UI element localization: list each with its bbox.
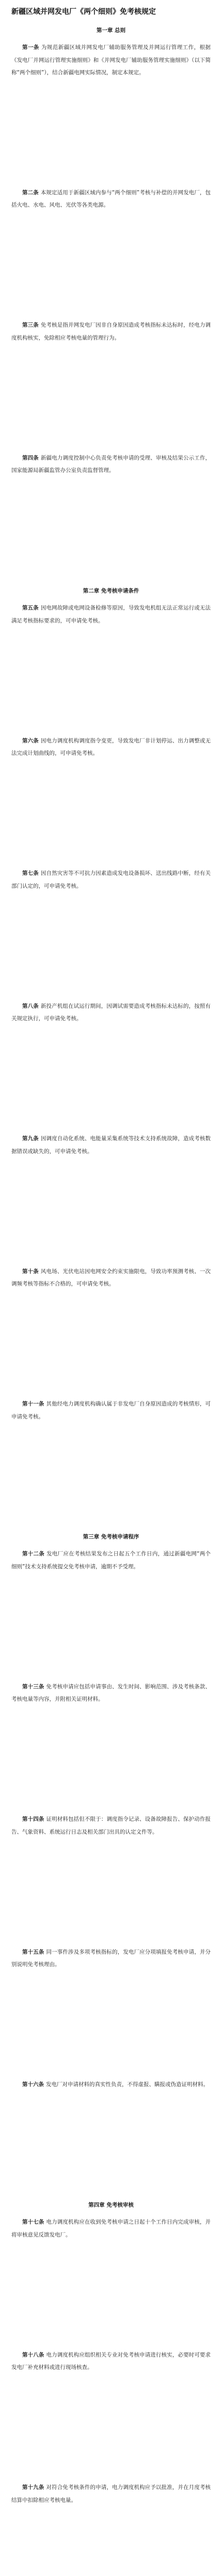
chapter-heading: 第三章 免考核申请程序: [83, 1534, 139, 1540]
article-label: 第四条: [22, 454, 39, 461]
article-paragraph: [11, 1398, 211, 1423]
article-text: 为规范新疆区域并网发电厂辅助服务管理及并网运行管理工作，根据《发电厂并网运行管理实施细则》和《并网发电厂辅助服务管理实施细则》（以下简称“两个细则”），结合新疆电网实际情况，制定本规定。: [11, 44, 211, 76]
article-label: 第十九条: [22, 2484, 44, 2491]
article-paragraph: [11, 452, 211, 477]
article-label: 第六条: [22, 737, 39, 744]
article-label: 第十六条: [22, 2081, 44, 2088]
article-paragraph: [11, 1132, 211, 1158]
article-paragraph: [11, 735, 211, 760]
document-title: 新疆区域并网发电厂《两个细则》免考核规定: [11, 8, 156, 16]
article-text: 免考核申请应包括申请事由、发生时间、影响范围、涉及考核条款、考核电量等内容，并附相关证明材料。: [11, 1683, 211, 1703]
article-paragraph: [11, 2349, 211, 2374]
article-paragraph: [11, 319, 211, 344]
article-paragraph: [11, 2078, 211, 2091]
article-text: 风电场、光伏电站因电网安全约束实施限电，导致功率预测考核、一次调频考核等指标不合格的，可申请免考核。: [11, 1268, 211, 1287]
article-paragraph: [11, 867, 211, 892]
article-paragraph: [11, 1000, 211, 1025]
article-paragraph: [11, 2481, 211, 2506]
article-label: 第二条: [22, 189, 39, 196]
document-body: [11, 24, 211, 2576]
article-text: 因调度自动化系统、电能量采集系统等技术支持系统故障，造成考核数据错误或缺失的，可申请免考核。: [11, 1136, 211, 1155]
article-paragraph: [11, 1946, 211, 1971]
article-text: 新疆电力调度控制中心负责免考核申请的受理、审核及结果公示工作，国家能源局新疆监管办公室负责监督管理。: [11, 454, 211, 474]
article-text: 新投产机组在试运行期间，因调试需要造成考核指标未达标的，按照有关规定执行，可申请免考核。: [11, 1003, 211, 1022]
article-paragraph: [11, 1681, 211, 1706]
article-text: 发电厂应在考核结果发布之日起五个工作日内，通过新疆电网“两个细则”技术支持系统提交免考核申请，逾期不予受理。: [11, 1551, 211, 1570]
article-paragraph: [11, 187, 211, 212]
article-paragraph: [11, 602, 211, 627]
chapter-heading: 第一章 总则: [96, 27, 126, 33]
article-label: 第五条: [22, 605, 39, 612]
chapter-heading: 第二章 免考核申请条件: [83, 588, 139, 595]
article-text: 因电网故障或电网设备检修等原因，导致发电机组无法正常运行或无法满足考核指标要求的，可申请免考核。: [11, 605, 211, 624]
article-label: 第七条: [22, 870, 39, 877]
article-text: 因自然灾害等不可抗力因素造成发电设备损坏、送出线路中断，经有关部门认定的，可申请免考核。: [11, 870, 211, 889]
article-text: 免考核是指并网发电厂因非自身原因造成考核指标未达标时，经电力调度机构核实，免除相应考核电量的管理行为。: [11, 322, 211, 341]
article-label: 第三条: [22, 322, 39, 329]
article-paragraph: [11, 1548, 211, 1573]
article-paragraph: [11, 41, 211, 79]
article-paragraph: [11, 1265, 211, 1291]
article-text: 因电力调度机构调度指令变更，导致发电厂非计划停运、出力调整或无法完成计划曲线的，可申请免考核。: [11, 737, 211, 757]
article-label: 第十三条: [22, 1683, 44, 1690]
article-text: 电力调度机构应在收到免考核申请之日起十个工作日内完成审核，并将审核意见反馈发电厂。: [11, 2219, 211, 2238]
article-text: 对符合免考核条件的申请，电力调度机构应予以批准，并在月度考核结算中扣除相应考核电量。: [11, 2484, 211, 2503]
article-label: 第十五条: [22, 1948, 44, 1955]
article-label: 第九条: [22, 1136, 39, 1142]
article-label: 第八条: [22, 1003, 39, 1009]
article-text: 发电厂对申请材料的真实性负责，不得虚报、瞒报或伪造证明材料。: [46, 2081, 209, 2088]
article-text: 证明材料包括但不限于：调度指令记录、设备故障报告、保护动作报告、气象资料、系统运行日志及相关部门出具的认定文件等。: [11, 1816, 211, 1835]
article-text: 电力调度机构应组织相关专业对免考核申请进行核实，必要时可要求发电厂补充材料或进行现场核查。: [11, 2351, 211, 2371]
article-label: 第十八条: [22, 2351, 44, 2358]
article-paragraph: [11, 2216, 211, 2241]
article-paragraph: [11, 1813, 211, 1838]
chapter-heading: 第四章 免考核审核: [88, 2202, 134, 2209]
article-text: 其他经电力调度机构确认属于非发电厂自身原因造成的考核情形，可申请免考核。: [11, 1401, 211, 1420]
article-text: 本规定适用于新疆区域内参与“两个细则”考核与补偿的并网发电厂，包括火电、水电、风电、光伏等各类电源。: [11, 189, 211, 209]
article-label: 第十条: [22, 1268, 39, 1275]
article-label: 第十四条: [22, 1816, 44, 1823]
article-text: 同一事件涉及多项考核指标的，发电厂应分项填报免考核申请，并分别说明免考核理由。: [11, 1948, 211, 1968]
article-label: 第十一条: [22, 1401, 44, 1408]
article-label: 第十七条: [22, 2219, 44, 2226]
article-label: 第十二条: [22, 1551, 45, 1557]
article-label: 第一条: [22, 44, 39, 50]
